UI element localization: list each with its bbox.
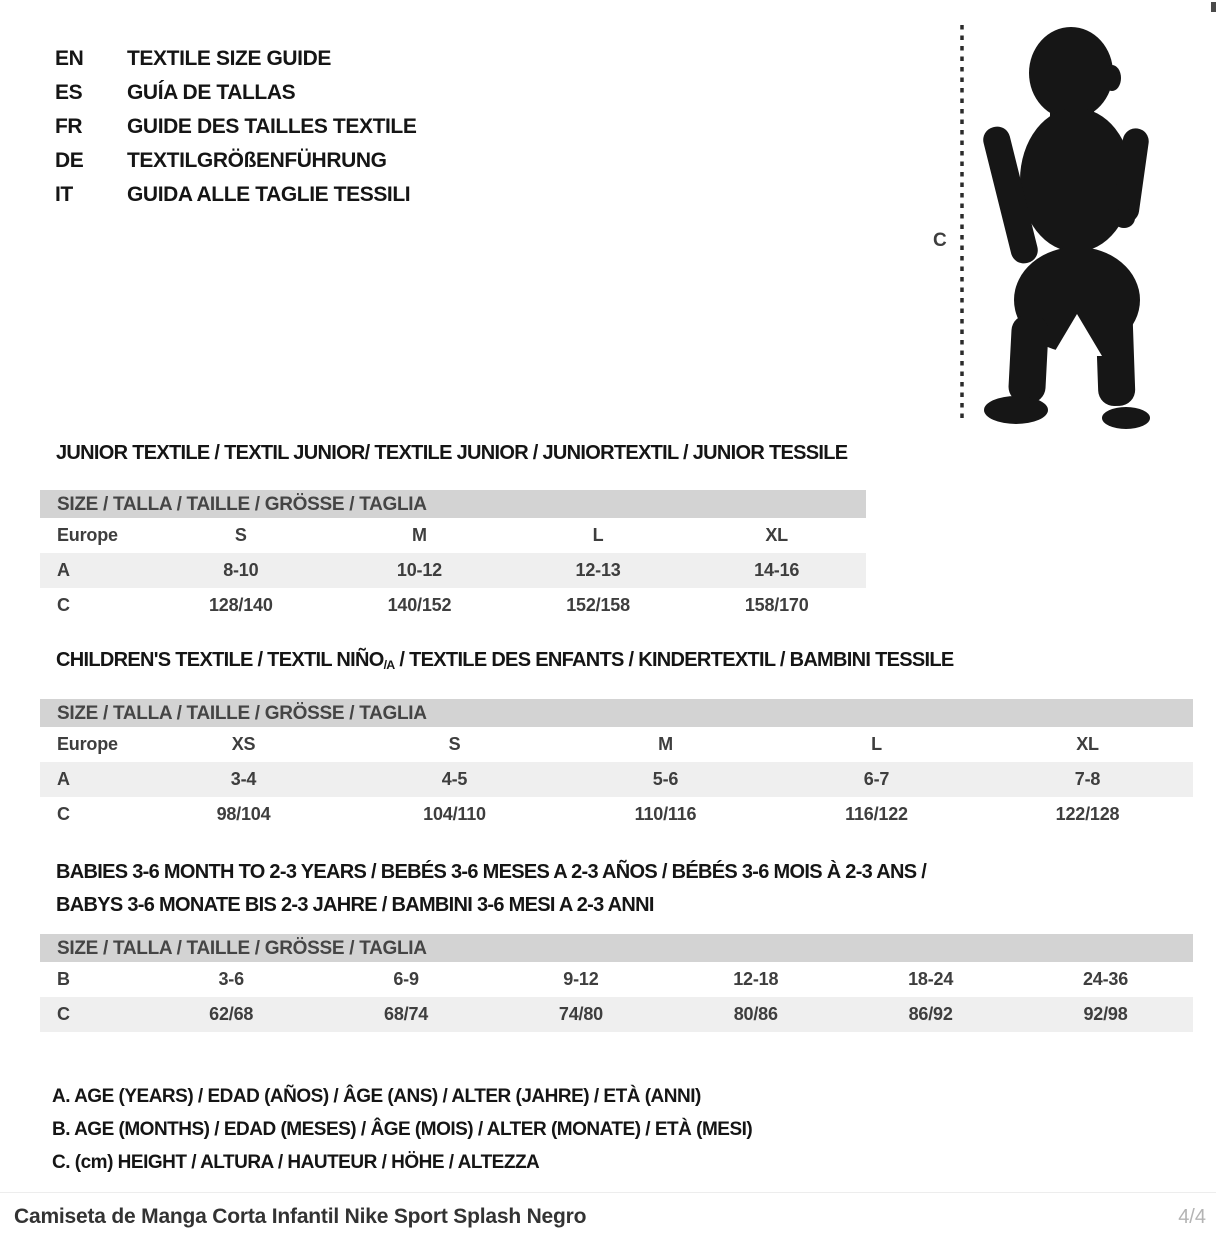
language-label: TEXTILGRÖßENFÜHRUNG: [127, 149, 387, 172]
table-row: [40, 962, 1193, 997]
junior-size-table: [40, 490, 866, 623]
value-cell: 6-9: [393, 969, 419, 989]
children-title-text: CHILDREN'S TEXTILE / TEXTIL NIÑO: [56, 649, 384, 671]
babies-section-title: [56, 856, 926, 922]
value-cell: M: [658, 734, 673, 754]
scrollbar-remnant-mark: [1211, 2, 1216, 12]
language-label: GUIDE DES TAILLES TEXTILE: [127, 115, 417, 138]
language-code: ES: [55, 81, 83, 104]
value-cell: M: [412, 525, 427, 545]
value-cell: 68/74: [319, 997, 494, 1032]
table-row: [40, 588, 866, 623]
value-cell: 5-6: [560, 762, 771, 797]
value-cell: XL: [1076, 734, 1099, 754]
value-cell: 74/80: [493, 997, 668, 1032]
babies-size-table: [40, 934, 1193, 1032]
language-code: EN: [55, 47, 84, 70]
value-cell: 18-24: [908, 969, 954, 989]
value-cell: 9-12: [563, 969, 599, 989]
baby-silhouette-icon: [900, 20, 1160, 436]
value-cell: 8-10: [152, 553, 331, 588]
row-label-cell: Europe: [57, 734, 118, 754]
table-row: [40, 762, 1193, 797]
row-label-cell: C: [57, 804, 70, 824]
table-row: [40, 797, 1193, 832]
row-label-cell: B: [57, 969, 70, 989]
language-row: [55, 110, 416, 144]
page-indicator: 4/4: [1178, 1206, 1206, 1228]
language-code: DE: [55, 149, 84, 172]
language-list: [55, 42, 416, 212]
value-cell: 3-6: [218, 969, 244, 989]
table-row: [40, 553, 866, 588]
value-cell: L: [871, 734, 882, 754]
language-label: TEXTILE SIZE GUIDE: [127, 47, 331, 70]
height-measure-label: C: [933, 230, 947, 251]
product-title: Camiseta de Manga Corta Infantil Nike Sport Splash Negro: [14, 1205, 587, 1228]
value-cell: 14-16: [687, 553, 866, 588]
value-cell: 92/98: [1018, 997, 1193, 1032]
language-row: [55, 144, 416, 178]
children-section-title: [56, 648, 954, 677]
value-cell: 10-12: [330, 553, 509, 588]
language-row: [55, 178, 416, 212]
language-label: GUIDA ALLE TAGLIE TESSILI: [127, 183, 411, 206]
junior-section-title: JUNIOR TEXTILE / TEXTIL JUNIOR/ TEXTILE JUNIOR / JUNIORTEXTIL / JUNIOR TESSILE: [56, 442, 848, 464]
row-label-cell: C: [40, 997, 144, 1032]
value-cell: 3-4: [138, 762, 349, 797]
value-cell: 110/116: [634, 804, 697, 824]
table-row: [40, 518, 866, 553]
value-cell: 158/170: [744, 595, 809, 615]
footer-bar: [0, 1192, 1216, 1240]
value-cell: L: [592, 525, 604, 545]
language-label: GUÍA DE TALLAS: [127, 81, 296, 104]
legend-line-c: C. (cm) HEIGHT / ALTURA / HAUTEUR / HÖHE / ALTEZZA: [52, 1152, 540, 1173]
value-cell: 62/68: [144, 997, 319, 1032]
size-band-header: SIZE / TALLA / TAILLE / GRÖSSE / TAGLIA: [40, 490, 866, 518]
legend-line-a: A. AGE (YEARS) / EDAD (AÑOS) / ÂGE (ANS) / ALTER (JAHRE) / ETÀ (ANNI): [52, 1086, 701, 1107]
language-code: IT: [55, 183, 73, 206]
value-cell: 12-13: [509, 553, 688, 588]
value-cell: 80/86: [668, 997, 843, 1032]
children-title-text: / TEXTILE DES ENFANTS / KINDERTEXTIL / BAMBINI TESSILE: [394, 649, 954, 671]
row-label-cell: Europe: [57, 525, 118, 545]
value-cell: 128/140: [208, 595, 273, 615]
value-cell: 7-8: [982, 762, 1193, 797]
row-label-cell: A: [40, 762, 138, 797]
value-cell: S: [234, 525, 247, 545]
row-label-cell: C: [57, 595, 70, 615]
value-cell: 98/104: [216, 804, 271, 824]
value-cell: 24-36: [1083, 969, 1129, 989]
children-title-subscript: /A: [383, 658, 395, 673]
value-cell: 4-5: [349, 762, 560, 797]
value-cell: XS: [231, 734, 256, 754]
value-cell: 86/92: [843, 997, 1018, 1032]
value-cell: S: [448, 734, 461, 754]
legend-line-b: B. AGE (MONTHS) / EDAD (MESES) / ÂGE (MOIS) / ALTER (MONATE) / ETÀ (MESI): [52, 1119, 753, 1140]
children-size-table: [40, 699, 1193, 832]
legend: [52, 1080, 752, 1179]
babies-title-line2: BABYS 3-6 MONATE BIS 2-3 JAHRE / BAMBINI 3-6 MESI A 2-3 ANNI: [56, 894, 654, 916]
value-cell: 12-18: [733, 969, 779, 989]
value-cell: 152/158: [566, 595, 630, 615]
value-cell: 116/122: [845, 804, 908, 824]
baby-silhouette-shape: [980, 27, 1150, 429]
value-cell: 140/152: [387, 595, 452, 615]
row-label-cell: A: [40, 553, 152, 588]
babies-title-line1: BABIES 3-6 MONTH TO 2-3 YEARS / BEBÉS 3-6 MESES A 2-3 AÑOS / BÉBÉS 3-6 MOIS À 2-3 ANS /: [56, 861, 927, 883]
value-cell: 122/128: [1055, 804, 1120, 824]
size-band-header: SIZE / TALLA / TAILLE / GRÖSSE / TAGLIA: [40, 934, 1193, 962]
value-cell: XL: [765, 525, 788, 545]
value-cell: 104/110: [423, 804, 486, 824]
language-row: [55, 76, 416, 110]
language-row: [55, 42, 416, 76]
table-row: [40, 727, 1193, 762]
size-band-header: SIZE / TALLA / TAILLE / GRÖSSE / TAGLIA: [40, 699, 1193, 727]
value-cell: 6-7: [771, 762, 982, 797]
table-row: [40, 997, 1193, 1032]
language-code: FR: [55, 115, 83, 138]
